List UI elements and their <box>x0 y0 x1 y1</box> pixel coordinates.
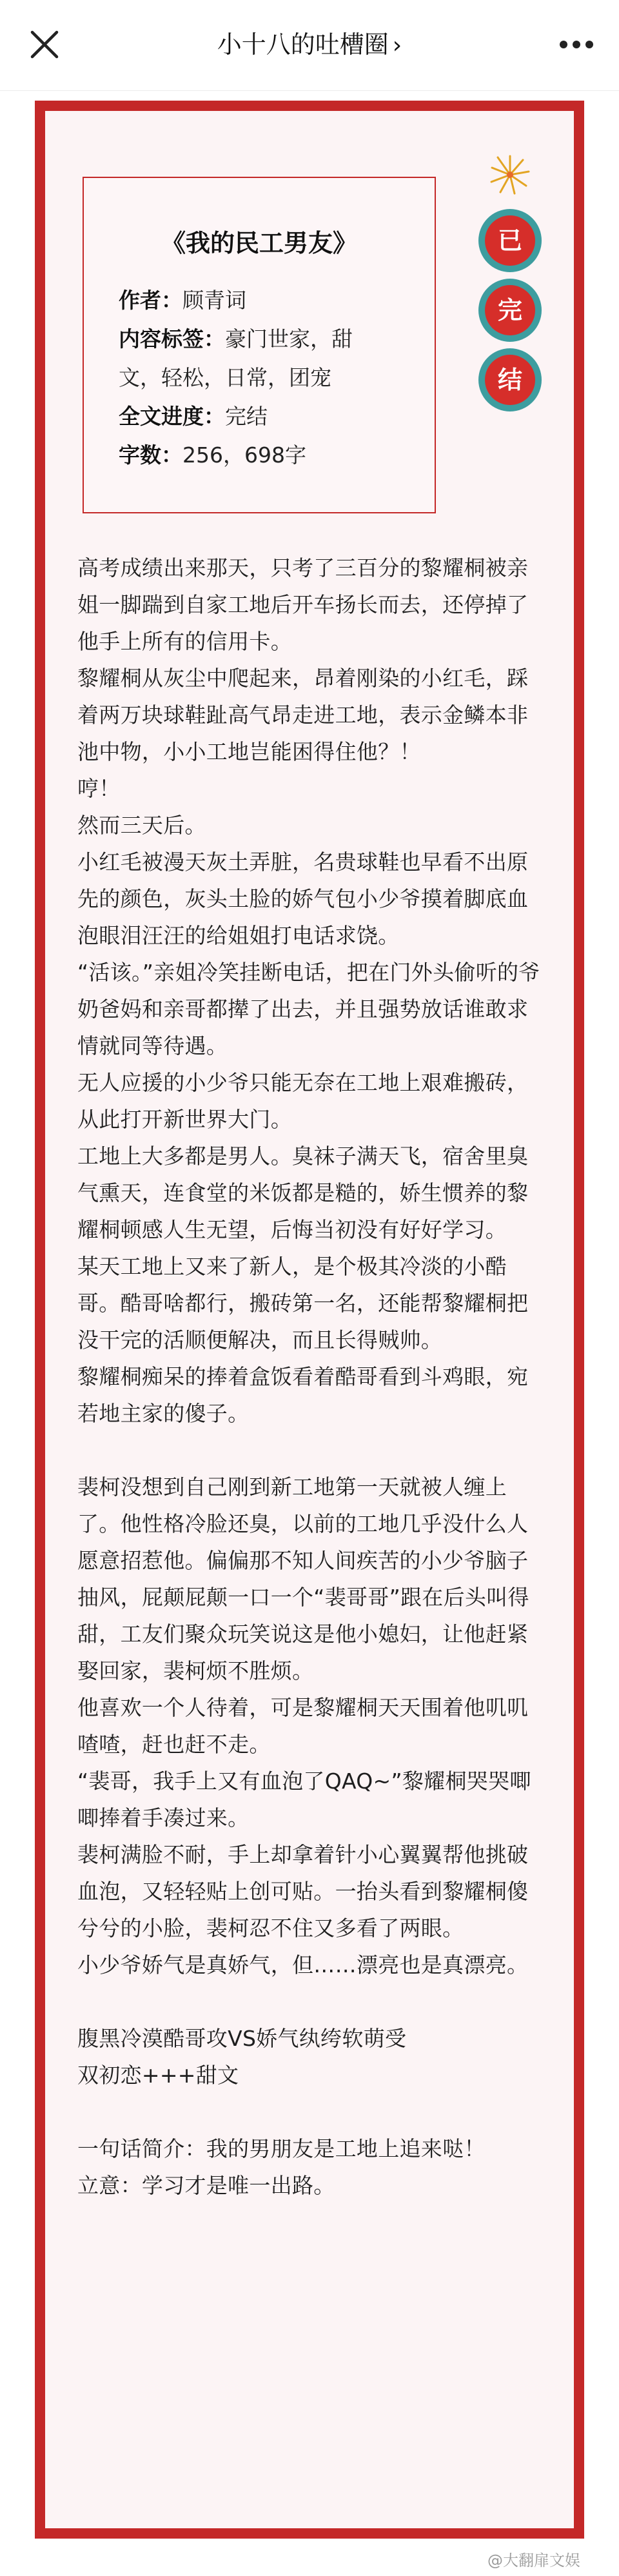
badge-jie: 结 <box>478 348 542 411</box>
chevron-right-icon: › <box>392 32 402 59</box>
paragraph: 黎耀桐痴呆的捧着盒饭看着酷哥看到斗鸡眼，宛若地主家的傻子。 <box>77 1364 529 1426</box>
paragraph: 然而三天后。 <box>77 813 206 838</box>
more-button[interactable] <box>556 34 597 55</box>
paragraph: 裴柯没想到自己刚到新工地第一天就被人缠上了。他性格冷脸还臭，以前的工地几乎没什么人愿意招惹他。偏偏那不知人间疾苦的小少爷脑子抽风，屁颠屁颠一口一个“裴哥哥”跟在后头叫得甜，工友们聚众玩笑说这是他小媳妇，让他赶紧娶回家，裴柯烦不胜烦。 <box>77 1474 529 1683</box>
tagline: 腹黑冷漠酷哥攻VS娇气纨绔软萌受 <box>77 2026 407 2051</box>
progress-row: 全文进度：完结 <box>119 404 268 429</box>
page-title-link[interactable] <box>0 22 619 68</box>
paragraph: “活该。”亲姐冷笑挂断电话，把在门外头偷听的爷奶爸妈和亲哥都撵了出去，并且强势放话谁敢求情就同等待遇。 <box>77 960 540 1058</box>
word-count-value: 256，698字 <box>182 442 306 468</box>
paragraph: 裴柯满脸不耐，手上却拿着针小心翼翼帮他挑破血泡，又轻轻贴上创可贴。一抬头看到黎耀桐傻兮兮的小脸，裴柯忍不住又多看了两眼。 <box>77 1842 529 1941</box>
paragraph: 小红毛被漫天灰土弄脏，名贵球鞋也早看不出原先的颜色，灰头土脸的娇气包小少爷摸着脚底血泡眼泪汪汪的给姐姐打电话求饶。 <box>77 849 529 948</box>
paragraph: “裴哥，我手上又有血泡了QAQ~”黎耀桐哭哭唧唧捧着手凑过来。 <box>77 1769 531 1830</box>
tags-row-2: 文，轻松，日常，团宠 <box>119 365 331 390</box>
book-title: 《我的民工男友》 <box>161 229 357 257</box>
paragraph: 高考成绩出来那天，只考了三百分的黎耀桐被亲姐一脚踹到自家工地后开车扬长而去，还停掉了他手上所有的信用卡。 <box>77 555 529 654</box>
progress-value: 完结 <box>225 404 268 429</box>
tags-row: 内容标签：豪门世家，甜 <box>119 326 353 352</box>
spacer <box>77 1983 544 2020</box>
paragraph: 某天工地上又来了新人，是个极其冷淡的小酷哥。酷哥啥都行，搬砖第一名，还能帮黎耀桐把没干完的活顺便解决，而且长得贼帅。 <box>77 1254 529 1352</box>
synopsis-text <box>77 550 544 2204</box>
author-row: 作者：顾青词 <box>119 288 246 313</box>
book-info-card <box>83 177 436 513</box>
paragraph: 哼！ <box>77 776 121 801</box>
badge-yi: 已 <box>478 209 542 272</box>
watermark: @大翻扉文娱 <box>487 2551 580 2570</box>
tags-value: 豪门世家，甜 <box>225 326 353 352</box>
paragraph: 他喜欢一个人待着，可是黎耀桐天天围着他叽叽喳喳，赶也赶不走。 <box>77 1695 529 1757</box>
badge-wan: 完 <box>478 279 542 342</box>
paragraph: 无人应援的小少爷只能无奈在工地上艰难搬砖，从此打开新世界大门。 <box>77 1070 529 1132</box>
author-value: 顾青词 <box>182 288 246 313</box>
paragraph: 黎耀桐从灰尘中爬起来，昂着刚染的小红毛，踩着两万块球鞋趾高气昂走进工地，表示金鳞本非池中物，小小工地岂能困得住他？！ <box>77 666 529 764</box>
book-info-lines <box>119 281 415 475</box>
theme-line: 立意：学习才是唯一出路。 <box>77 2173 335 2198</box>
paragraph: 小少爷娇气是真娇气，但……漂亮也是真漂亮。 <box>77 1952 529 1977</box>
page-title: 小十八的吐槽圈 <box>217 30 389 59</box>
spacer <box>77 1432 544 1469</box>
spacer <box>77 2094 544 2130</box>
tagline: 双初恋+++甜文 <box>77 2063 239 2088</box>
firework-icon <box>487 152 533 197</box>
more-icon <box>556 34 597 55</box>
one-line-summary: 一句话简介：我的男朋友是工地上追来哒！ <box>77 2136 486 2161</box>
paragraph: 工地上大多都是男人。臭袜子满天飞，宿舍里臭气熏天，连食堂的米饭都是糙的，娇生惯养的黎耀桐顿感人生无望，后悔当初没有好好学习。 <box>77 1144 529 1242</box>
top-bar <box>0 0 619 91</box>
word-count-row: 字数：256，698字 <box>119 442 306 468</box>
